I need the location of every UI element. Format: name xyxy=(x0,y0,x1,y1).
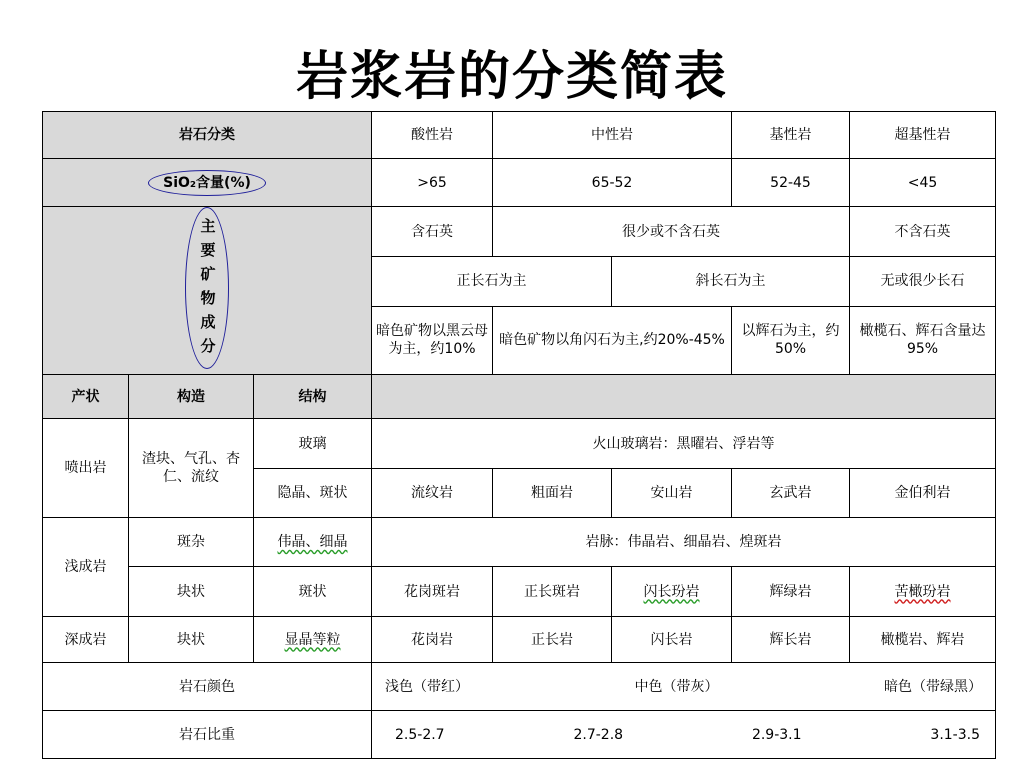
plutonic-label: 深成岩 xyxy=(43,617,129,663)
page-title: 岩浆岩的分类简表 xyxy=(295,46,728,107)
feldspar-none: 无或很少长石 xyxy=(850,257,996,306)
rhyolite: 流纹岩 xyxy=(372,469,493,518)
hypabyssal-block-structure: 块状 xyxy=(129,567,254,617)
dark-minerals-intermediate: 暗色矿物以角闪石为主,约20%-45% xyxy=(493,306,732,374)
sio2-header-cell xyxy=(43,159,372,207)
granite: 花岗岩 xyxy=(372,617,493,663)
sio2-acid: >65 xyxy=(372,159,493,207)
sio2-ultrabasic: <45 xyxy=(850,159,996,207)
andesite: 安山岩 xyxy=(612,469,732,518)
dike-rocks: 岩脉：伟晶岩、细晶岩、煌斑岩 xyxy=(372,518,996,567)
occurrence-header: 产状 xyxy=(43,375,129,419)
diorite-porphyrite: 闪长玢岩 xyxy=(612,567,732,617)
quartz-intermediate-basic: 很少或不含石英 xyxy=(493,207,850,257)
peridotite-pyroxenite: 橄榄岩、辉岩 xyxy=(850,617,996,663)
plutonic-structure: 块状 xyxy=(129,617,254,663)
density-basic: 2.9-3.1 xyxy=(751,726,802,743)
trachyte: 粗面岩 xyxy=(493,469,612,518)
phaneritic-texture: 显晶等粒 xyxy=(254,617,372,663)
vein-structure: 斑杂 xyxy=(129,518,254,567)
main-minerals-header xyxy=(43,207,372,375)
diabase: 辉绿岩 xyxy=(732,567,850,617)
vein-texture: 伟晶、细晶 xyxy=(254,518,372,567)
picrite-porphyrite: 苦橄玢岩 xyxy=(850,567,996,617)
gabbro: 辉长岩 xyxy=(732,617,850,663)
dark-minerals-acid: 暗色矿物以黑云母为主，约10% xyxy=(372,306,493,374)
rock-density-values xyxy=(372,711,996,759)
quartz-ultrabasic: 不含石英 xyxy=(850,207,996,257)
dark-minerals-ultrabasic: 橄榄石、辉石含量达95% xyxy=(850,306,996,374)
color-medium: 中色（带灰） xyxy=(634,678,719,695)
aphanitic-texture: 隐晶、斑状 xyxy=(254,469,372,518)
color-light: 浅色（带红） xyxy=(385,678,469,695)
basic-rock-header: 基性岩 xyxy=(732,112,850,159)
ultrabasic-rock-header: 超基性岩 xyxy=(850,112,996,159)
rock-color-label: 岩石颜色 xyxy=(43,663,372,711)
diorite: 闪长岩 xyxy=(612,617,732,663)
intermediate-rock-header: 中性岩 xyxy=(493,112,732,159)
quartz-acid: 含石英 xyxy=(372,207,493,257)
syenite-porphyry: 正长斑岩 xyxy=(493,567,612,617)
kimberlite: 金伯利岩 xyxy=(850,469,996,518)
occurrence-header-blank xyxy=(372,375,996,419)
volcanic-glass-rocks: 火山玻璃岩：黑曜岩、浮岩等 xyxy=(372,419,996,469)
extrusive-label: 喷出岩 xyxy=(43,419,129,518)
rock-color-values xyxy=(372,663,996,711)
basalt: 玄武岩 xyxy=(732,469,850,518)
hypabyssal-label: 浅成岩 xyxy=(43,518,129,617)
color-dark: 暗色（带绿黑） xyxy=(884,678,982,695)
texture-header: 结构 xyxy=(254,375,372,419)
granite-porphyry: 花岗斑岩 xyxy=(372,567,493,617)
sio2-label: SiO₂含量(%) xyxy=(148,170,266,196)
density-acid: 2.5-2.7 xyxy=(395,726,445,743)
dark-minerals-basic: 以辉石为主，约50% xyxy=(732,306,850,374)
structure-header: 构造 xyxy=(129,375,254,419)
feldspar-orthoclase: 正长石为主 xyxy=(372,257,612,306)
density-ultrabasic: 3.1-3.5 xyxy=(930,726,980,743)
sio2-intermediate: 65-52 xyxy=(493,159,732,207)
syenite: 正长岩 xyxy=(493,617,612,663)
feldspar-plagioclase: 斜长石为主 xyxy=(612,257,850,306)
rock-density-label: 岩石比重 xyxy=(43,711,372,759)
classification-table xyxy=(42,111,996,759)
sio2-basic: 52-45 xyxy=(732,159,850,207)
acid-rock-header: 酸性岩 xyxy=(372,112,493,159)
extrusive-structure: 渣块、气孔、杏仁、流纹 xyxy=(129,419,254,518)
main-minerals-label: 主 要 矿 物 成 分 xyxy=(185,207,229,369)
glassy-texture: 玻璃 xyxy=(254,419,372,469)
rock-class-header: 岩石分类 xyxy=(43,112,372,159)
porphyritic-texture: 斑状 xyxy=(254,567,372,617)
density-intermediate: 2.7-2.8 xyxy=(573,726,624,743)
